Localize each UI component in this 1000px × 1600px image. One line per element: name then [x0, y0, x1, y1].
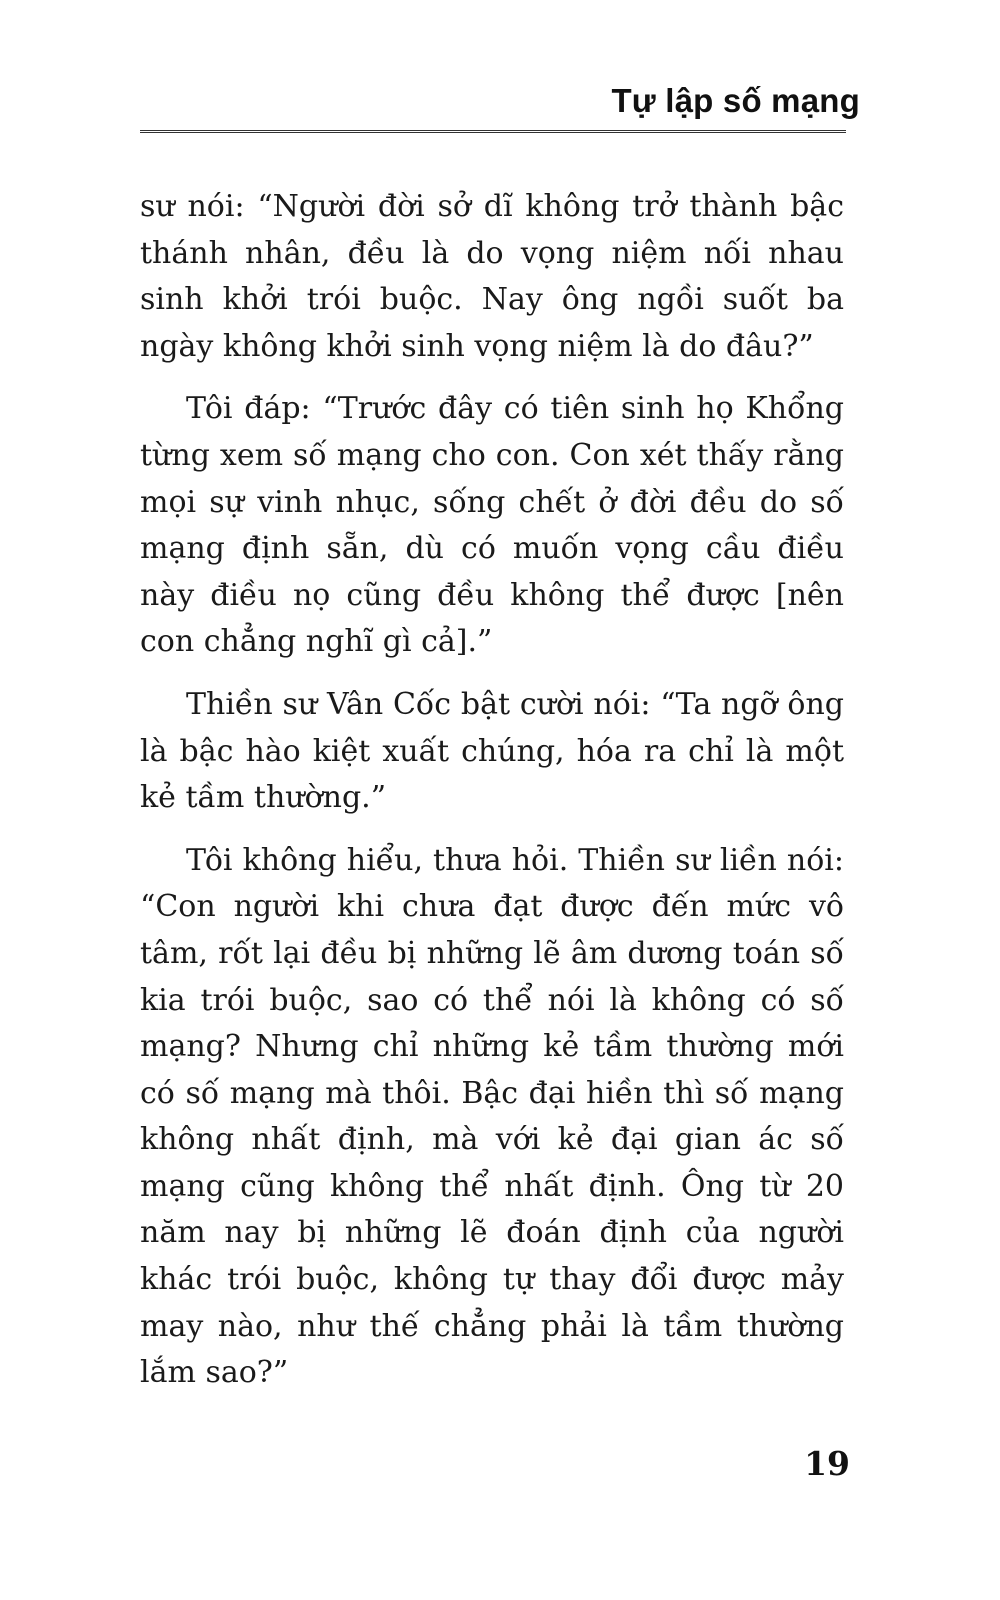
body-text — [140, 184, 844, 1413]
paragraph: Thiền sư Vân Cốc bật cười nói: “Ta ngỡ ông là bậc hào kiệt xuất chúng, hóa ra chỉ là một kẻ tầm thường.” — [140, 686, 844, 816]
paragraph-continued: sư nói: “Người đời sở dĩ không trở thành bậc thánh nhân, đều là do vọng niệm nối nhau sinh khởi trói buộc. Nay ông ngồi suốt ba ngày không khởi sinh vọng niệm là do đâu?” — [140, 189, 844, 364]
header-divider — [140, 130, 846, 133]
page-number: 19 — [804, 1444, 850, 1483]
paragraph: Tôi không hiểu, thưa hỏi. Thiền sư liền nói: “Con người khi chưa đạt được đến mức vô tâm, rốt lại đều bị những lẽ âm dương toán số kia trói buộc, sao có thể nói là không có số mạng? Nhưng chỉ những kẻ tầm thường mới có số mạng mà thôi. Bậc đại hiền thì số mạng không nhất định, mà với kẻ đại gian ác số mạng cũng không thể nhất định. Ông từ 20 năm nay bị những lẽ đoán định của người khác trói buộc, không tự thay đổi được mảy may nào, như thế chẳng phải là tầm thường lắm sao?” — [140, 842, 844, 1391]
running-header-title: Tự lập số mạng — [611, 82, 860, 119]
paragraph: Tôi đáp: “Trước đây có tiên sinh họ Khổng từng xem số mạng cho con. Con xét thấy rằng mọi sự vinh nhục, sống chết ở đời đều do số mạng định sẵn, dù có muốn vọng cầu điều này điều nọ cũng đều không thể được [nên con chẳng nghĩ gì cả].” — [140, 391, 844, 660]
